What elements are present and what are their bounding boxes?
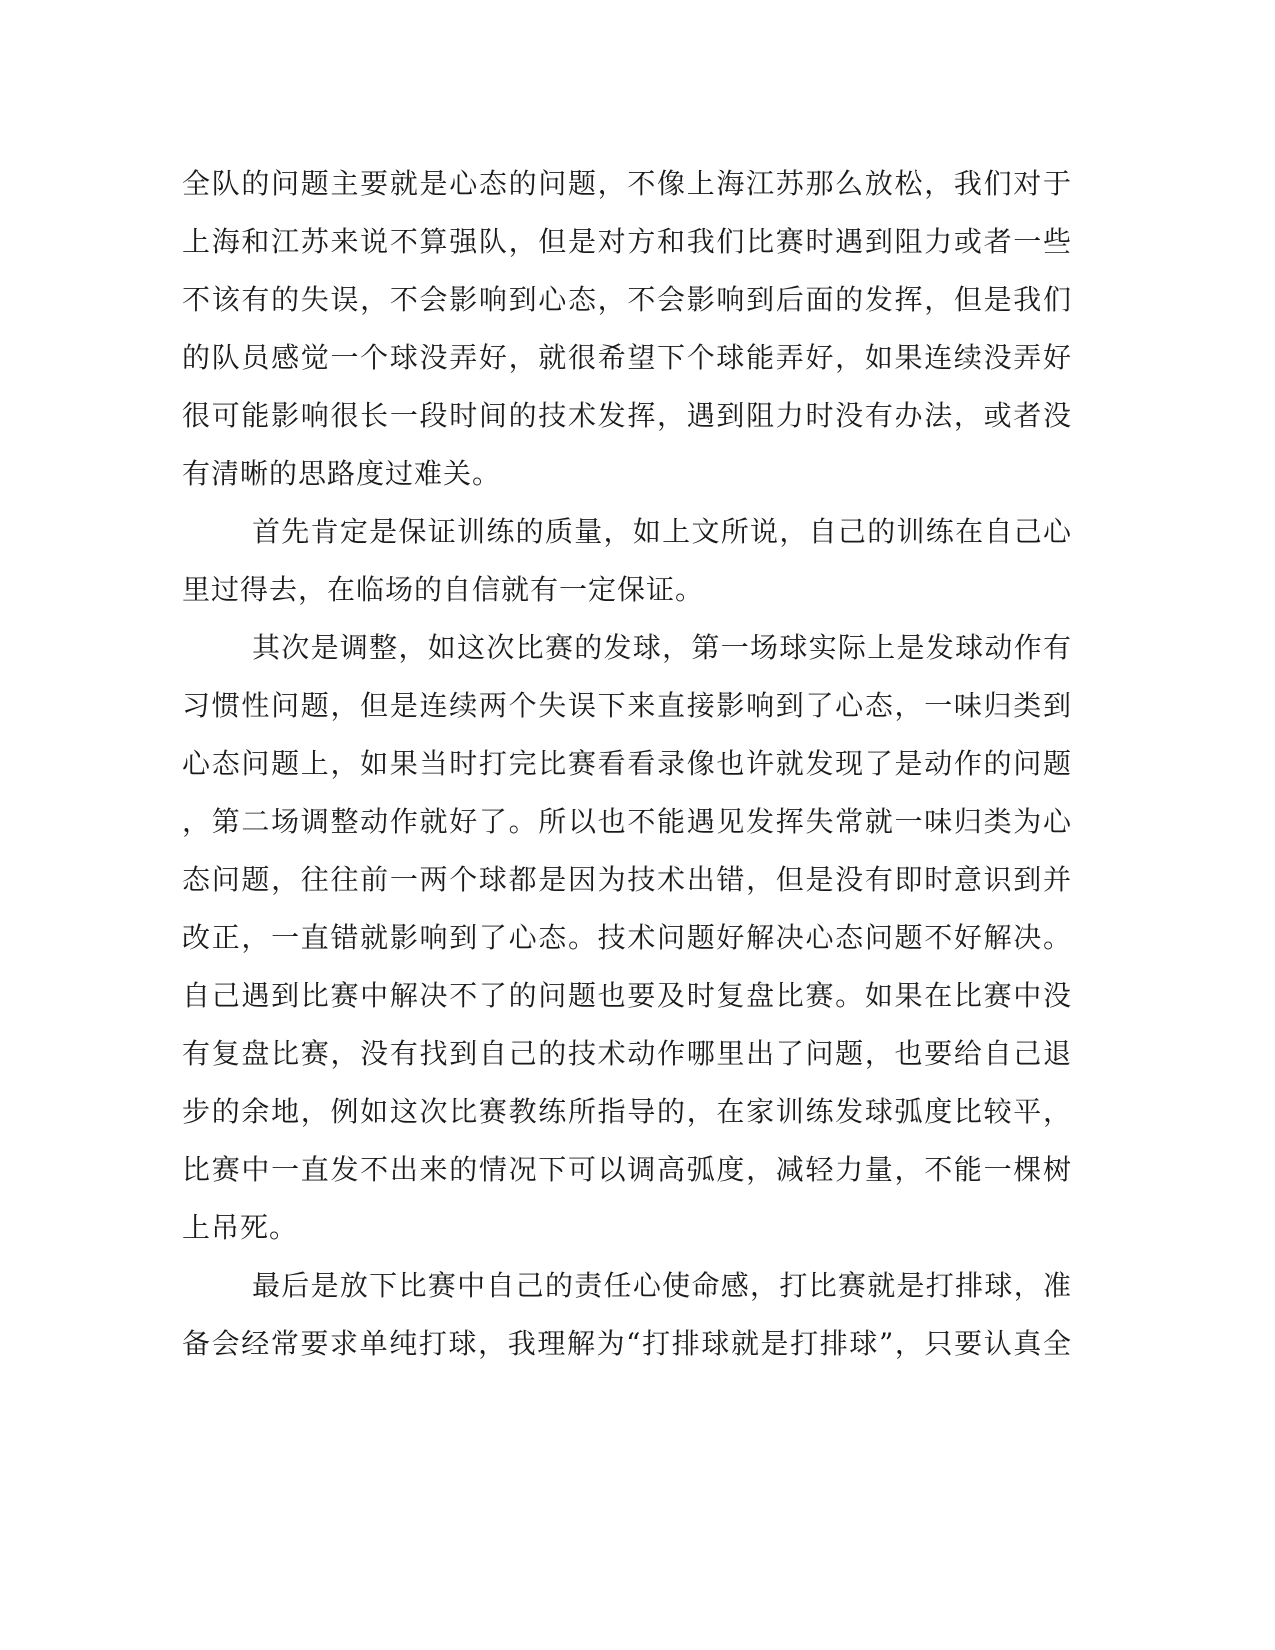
- text-line: 备会经常要求单纯打球，我理解为“打排球就是打排球”，只要认真全: [182, 1327, 1072, 1360]
- text-line: 里过得去，在临场的自信就有一定保证。: [182, 573, 705, 606]
- text-line: 自己遇到比赛中解决不了的问题也要及时复盘比赛。如果在比赛中没: [182, 979, 1072, 1012]
- text-line: 的队员感觉一个球没弄好，就很希望下个球能弄好，如果连续没弄好: [182, 341, 1072, 374]
- text-line: 比赛中一直发不出来的情况下可以调高弧度，减轻力量，不能一棵树: [182, 1153, 1072, 1186]
- text-line: 心态问题上，如果当时打完比赛看看录像也许就发现了是动作的问题: [182, 747, 1072, 780]
- text-line: 有清晰的思路度过难关。: [182, 457, 502, 490]
- text-line: 其次是调整，如这次比赛的发球，第一场球实际上是发球动作有: [252, 631, 1072, 664]
- text-line: 全队的问题主要就是心态的问题，不像上海江苏那么放松，我们对于: [182, 167, 1072, 200]
- document-body: [182, 155, 1072, 1373]
- text-line: 上海和江苏来说不算强队，但是对方和我们比赛时遇到阻力或者一些: [182, 225, 1072, 258]
- text-line: 改正，一直错就影响到了心态。技术问题好解决心态问题不好解决。: [182, 921, 1072, 954]
- text-line: 最后是放下比赛中自己的责任心使命感，打比赛就是打排球，准: [252, 1269, 1072, 1302]
- text-line: 不该有的失误，不会影响到心态，不会影响到后面的发挥，但是我们: [182, 283, 1072, 316]
- text-line: 上吊死。: [182, 1211, 299, 1244]
- text-line: 步的余地，例如这次比赛教练所指导的，在家训练发球弧度比较平，: [182, 1095, 1072, 1128]
- text-line: 很可能影响很长一段时间的技术发挥，遇到阻力时没有办法，或者没: [182, 399, 1072, 432]
- text-line: 习惯性问题，但是连续两个失误下来直接影响到了心态，一味归类到: [182, 689, 1072, 722]
- text-line: 有复盘比赛，没有找到自己的技术动作哪里出了问题，也要给自己退: [182, 1037, 1072, 1070]
- text-line: ，第二场调整动作就好了。所以也不能遇见发挥失常就一味归类为心: [182, 805, 1072, 838]
- text-line: 首先肯定是保证训练的质量，如上文所说，自己的训练在自己心: [252, 515, 1072, 548]
- text-line: 态问题，往往前一两个球都是因为技术出错，但是没有即时意识到并: [182, 863, 1072, 896]
